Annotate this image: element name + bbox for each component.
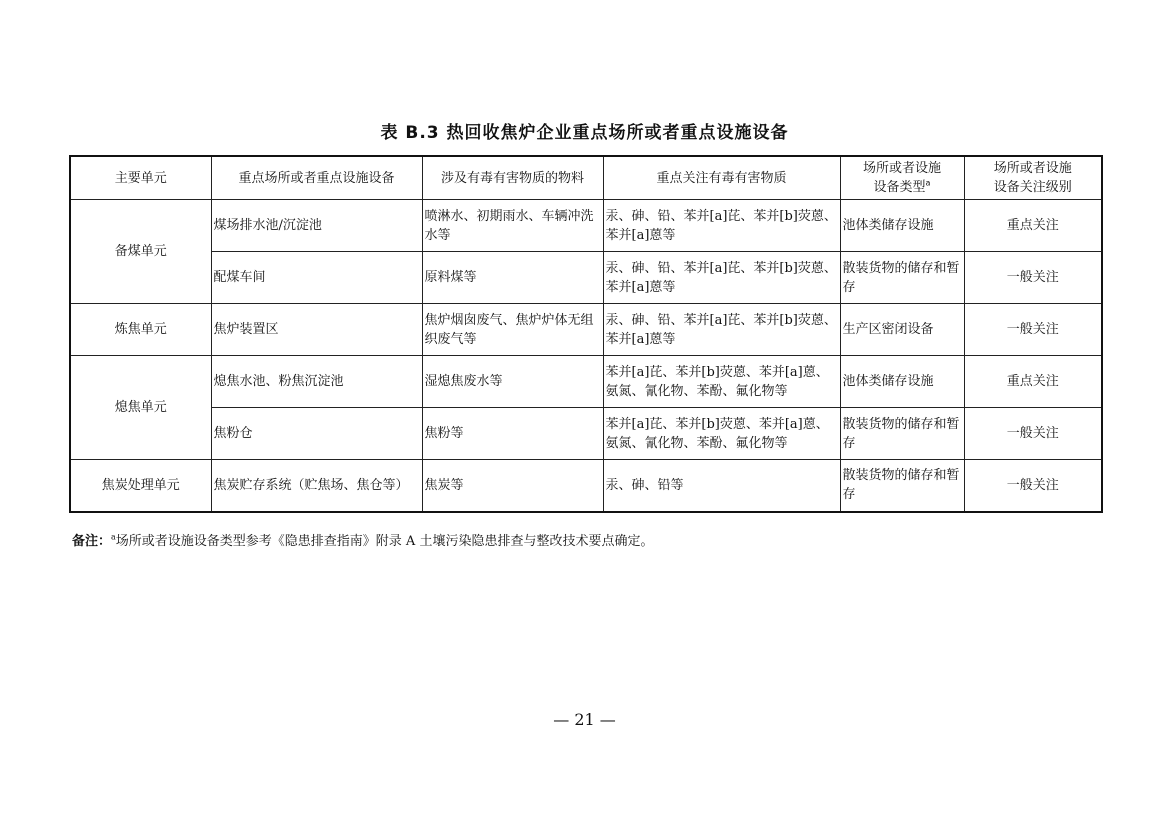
header-facility: 重点场所或者重点设施设备 — [211, 156, 422, 200]
facility-cell: 煤场排水池/沉淀池 — [211, 200, 422, 252]
note-label: 备注： — [72, 534, 112, 549]
material-cell: 湿熄焦废水等 — [422, 356, 603, 408]
substance-cell: 汞、砷、铅、苯并[a]芘、苯并[b]荧蒽、苯并[a]蒽等 — [603, 200, 840, 252]
note-mark: a — [111, 532, 116, 542]
substance-cell: 汞、砷、铅等 — [603, 460, 840, 512]
header-level — [964, 156, 1102, 200]
material-cell: 焦炉烟囱废气、焦炉炉体无组织废气等 — [422, 304, 603, 356]
type-cell: 散装货物的储存和暂存 — [840, 460, 964, 512]
material-cell: 喷淋水、初期雨水、车辆冲洗水等 — [422, 200, 603, 252]
facility-cell: 熄焦水池、粉焦沉淀池 — [211, 356, 422, 408]
unit-cell: 熄焦单元 — [70, 356, 211, 460]
page-number: — 21 — — [553, 710, 616, 729]
level-cell: 重点关注 — [964, 356, 1102, 408]
table-note — [72, 530, 653, 549]
material-cell: 焦炭等 — [422, 460, 603, 512]
facility-cell: 焦粉仓 — [211, 408, 422, 460]
header-level-line1: 场所或者设施 — [993, 161, 1072, 176]
level-cell: 一般关注 — [964, 460, 1102, 512]
header-material: 涉及有毒有害物质的物料 — [422, 156, 603, 200]
table-row — [70, 408, 1102, 460]
unit-cell: 焦炭处理单元 — [70, 460, 211, 512]
header-unit: 主要单元 — [70, 156, 211, 200]
table-row — [70, 252, 1102, 304]
type-cell: 池体类储存设施 — [840, 356, 964, 408]
substance-cell: 汞、砷、铅、苯并[a]芘、苯并[b]荧蒽、苯并[a]蒽等 — [603, 304, 840, 356]
table-row — [70, 304, 1102, 356]
material-cell: 焦粉等 — [422, 408, 603, 460]
substance-cell: 苯并[a]芘、苯并[b]荧蒽、苯并[a]蒽、氨氮、氰化物、苯酚、氟化物等 — [603, 408, 840, 460]
header-row — [70, 156, 1102, 200]
note-text: 场所或者设施设备类型参考《隐患排查指南》附录 A 土壤污染隐患排查与整改技术要点确定。 — [115, 534, 654, 549]
header-substance: 重点关注有毒有害物质 — [603, 156, 840, 200]
facility-cell: 焦炭贮存系统（贮焦场、焦仓等） — [211, 460, 422, 512]
type-cell: 池体类储存设施 — [840, 200, 964, 252]
type-cell: 散装货物的储存和暂存 — [840, 252, 964, 304]
unit-cell: 炼焦单元 — [70, 304, 211, 356]
level-cell: 一般关注 — [964, 408, 1102, 460]
header-type-line1: 场所或者设施 — [862, 161, 941, 176]
header-level-line2: 设备关注级别 — [993, 180, 1072, 195]
level-cell: 一般关注 — [964, 304, 1102, 356]
unit-cell: 备煤单元 — [70, 200, 211, 304]
table-row — [70, 200, 1102, 252]
material-cell: 原料煤等 — [422, 252, 603, 304]
header-type-line2: 设备类型 — [873, 180, 926, 195]
type-cell: 生产区密闭设备 — [840, 304, 964, 356]
table-row — [70, 356, 1102, 408]
level-cell: 一般关注 — [964, 252, 1102, 304]
substance-cell: 汞、砷、铅、苯并[a]芘、苯并[b]荧蒽、苯并[a]蒽等 — [603, 252, 840, 304]
type-cell: 散装货物的储存和暂存 — [840, 408, 964, 460]
table-title: 表 B.3 热回收焦炉企业重点场所或者重点设施设备 — [380, 123, 789, 143]
facility-cell: 焦炉装置区 — [211, 304, 422, 356]
level-cell: 重点关注 — [964, 200, 1102, 252]
header-type — [840, 156, 964, 200]
substance-cell: 苯并[a]芘、苯并[b]荧蒽、苯并[a]蒽、氨氮、氰化物、苯酚、氟化物等 — [603, 356, 840, 408]
header-type-mark: a — [925, 178, 931, 188]
table-row — [70, 460, 1102, 512]
facility-cell: 配煤车间 — [211, 252, 422, 304]
facility-table — [69, 155, 1103, 513]
